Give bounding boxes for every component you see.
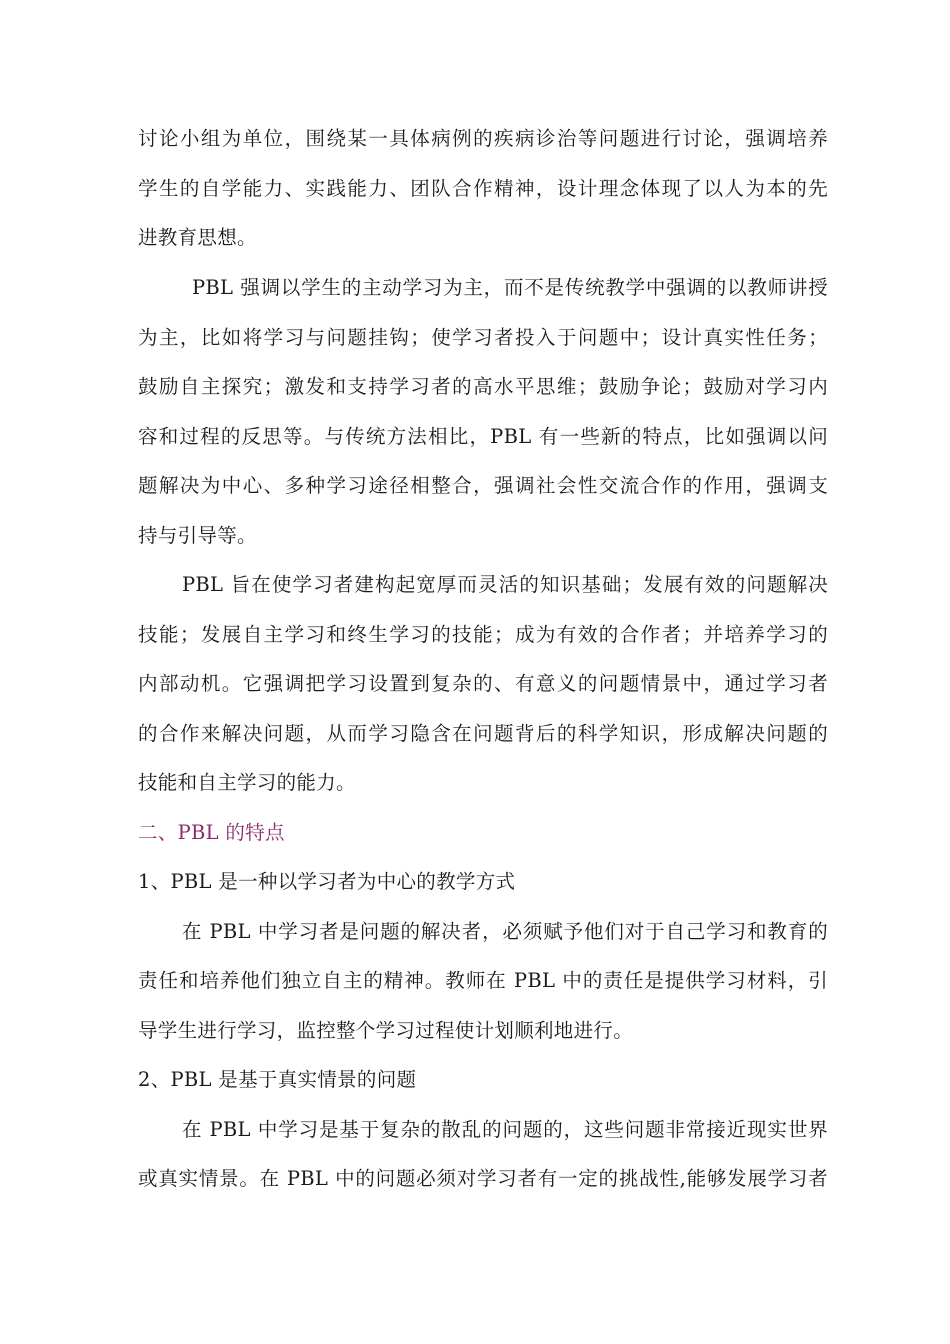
subsection-heading: 1、PBL 是一种以学习者为中心的教学方式	[138, 870, 516, 893]
text-line: 技能；发展自主学习和终生学习的技能；成为有效的合作者；并培养学习的	[138, 623, 828, 646]
text-line: 的合作来解决问题，从而学习隐含在问题背后的科学知识，形成解决问题的	[138, 722, 828, 745]
text-line: 持与引导等。	[138, 524, 257, 547]
text-line: 为主，比如将学习与问题挂钩；使学习者投入于问题中；设计真实性任务；	[138, 326, 828, 349]
section-heading: 二、PBL 的特点	[138, 821, 285, 844]
paragraph-first-line: PBL 旨在使学习者建构起宽厚而灵活的知识基础；发展有效的问题解决	[182, 573, 828, 596]
text-line: 责任和培养他们独立自主的精神。教师在 PBL 中的责任是提供学习材料，引	[138, 969, 828, 992]
text-line: 导学生进行学习，监控整个学习过程使计划顺利地进行。	[138, 1019, 634, 1042]
text-line: 题解决为中心、多种学习途径相整合，强调社会性交流合作的作用，强调支	[138, 474, 828, 497]
text-line: 进教育思想。	[138, 226, 257, 249]
text-line: 内部动机。它强调把学习设置到复杂的、有意义的问题情景中，通过学习者	[138, 672, 828, 695]
paragraph-first-line: 在 PBL 中学习者是问题的解决者，必须赋予他们对于自己学习和教育的	[182, 920, 828, 943]
text-line: 讨论小组为单位，围绕某一具体病例的疾病诊治等问题进行讨论，强调培养	[138, 127, 828, 150]
text-line: 鼓励自主探究；激发和支持学习者的高水平思维；鼓励争论；鼓励对学习内	[138, 375, 828, 398]
text-line: 学生的自学能力、实践能力、团队合作精神，设计理念体现了以人为本的先	[138, 177, 828, 200]
text-line: 或真实情景。在 PBL 中的问题必须对学习者有一定的挑战性,能够发展学习者	[138, 1167, 828, 1190]
paragraph-first-line: PBL 强调以学生的主动学习为主，而不是传统教学中强调的以教师讲授	[192, 276, 828, 299]
text-line: 技能和自主学习的能力。	[138, 771, 356, 794]
text-line: 容和过程的反思等。与传统方法相比，PBL 有一些新的特点，比如强调以问	[138, 425, 828, 448]
subsection-heading: 2、PBL 是基于真实情景的问题	[138, 1068, 417, 1091]
paragraph-first-line: 在 PBL 中学习是基于复杂的散乱的问题的，这些问题非常接近现实世界	[182, 1118, 828, 1141]
